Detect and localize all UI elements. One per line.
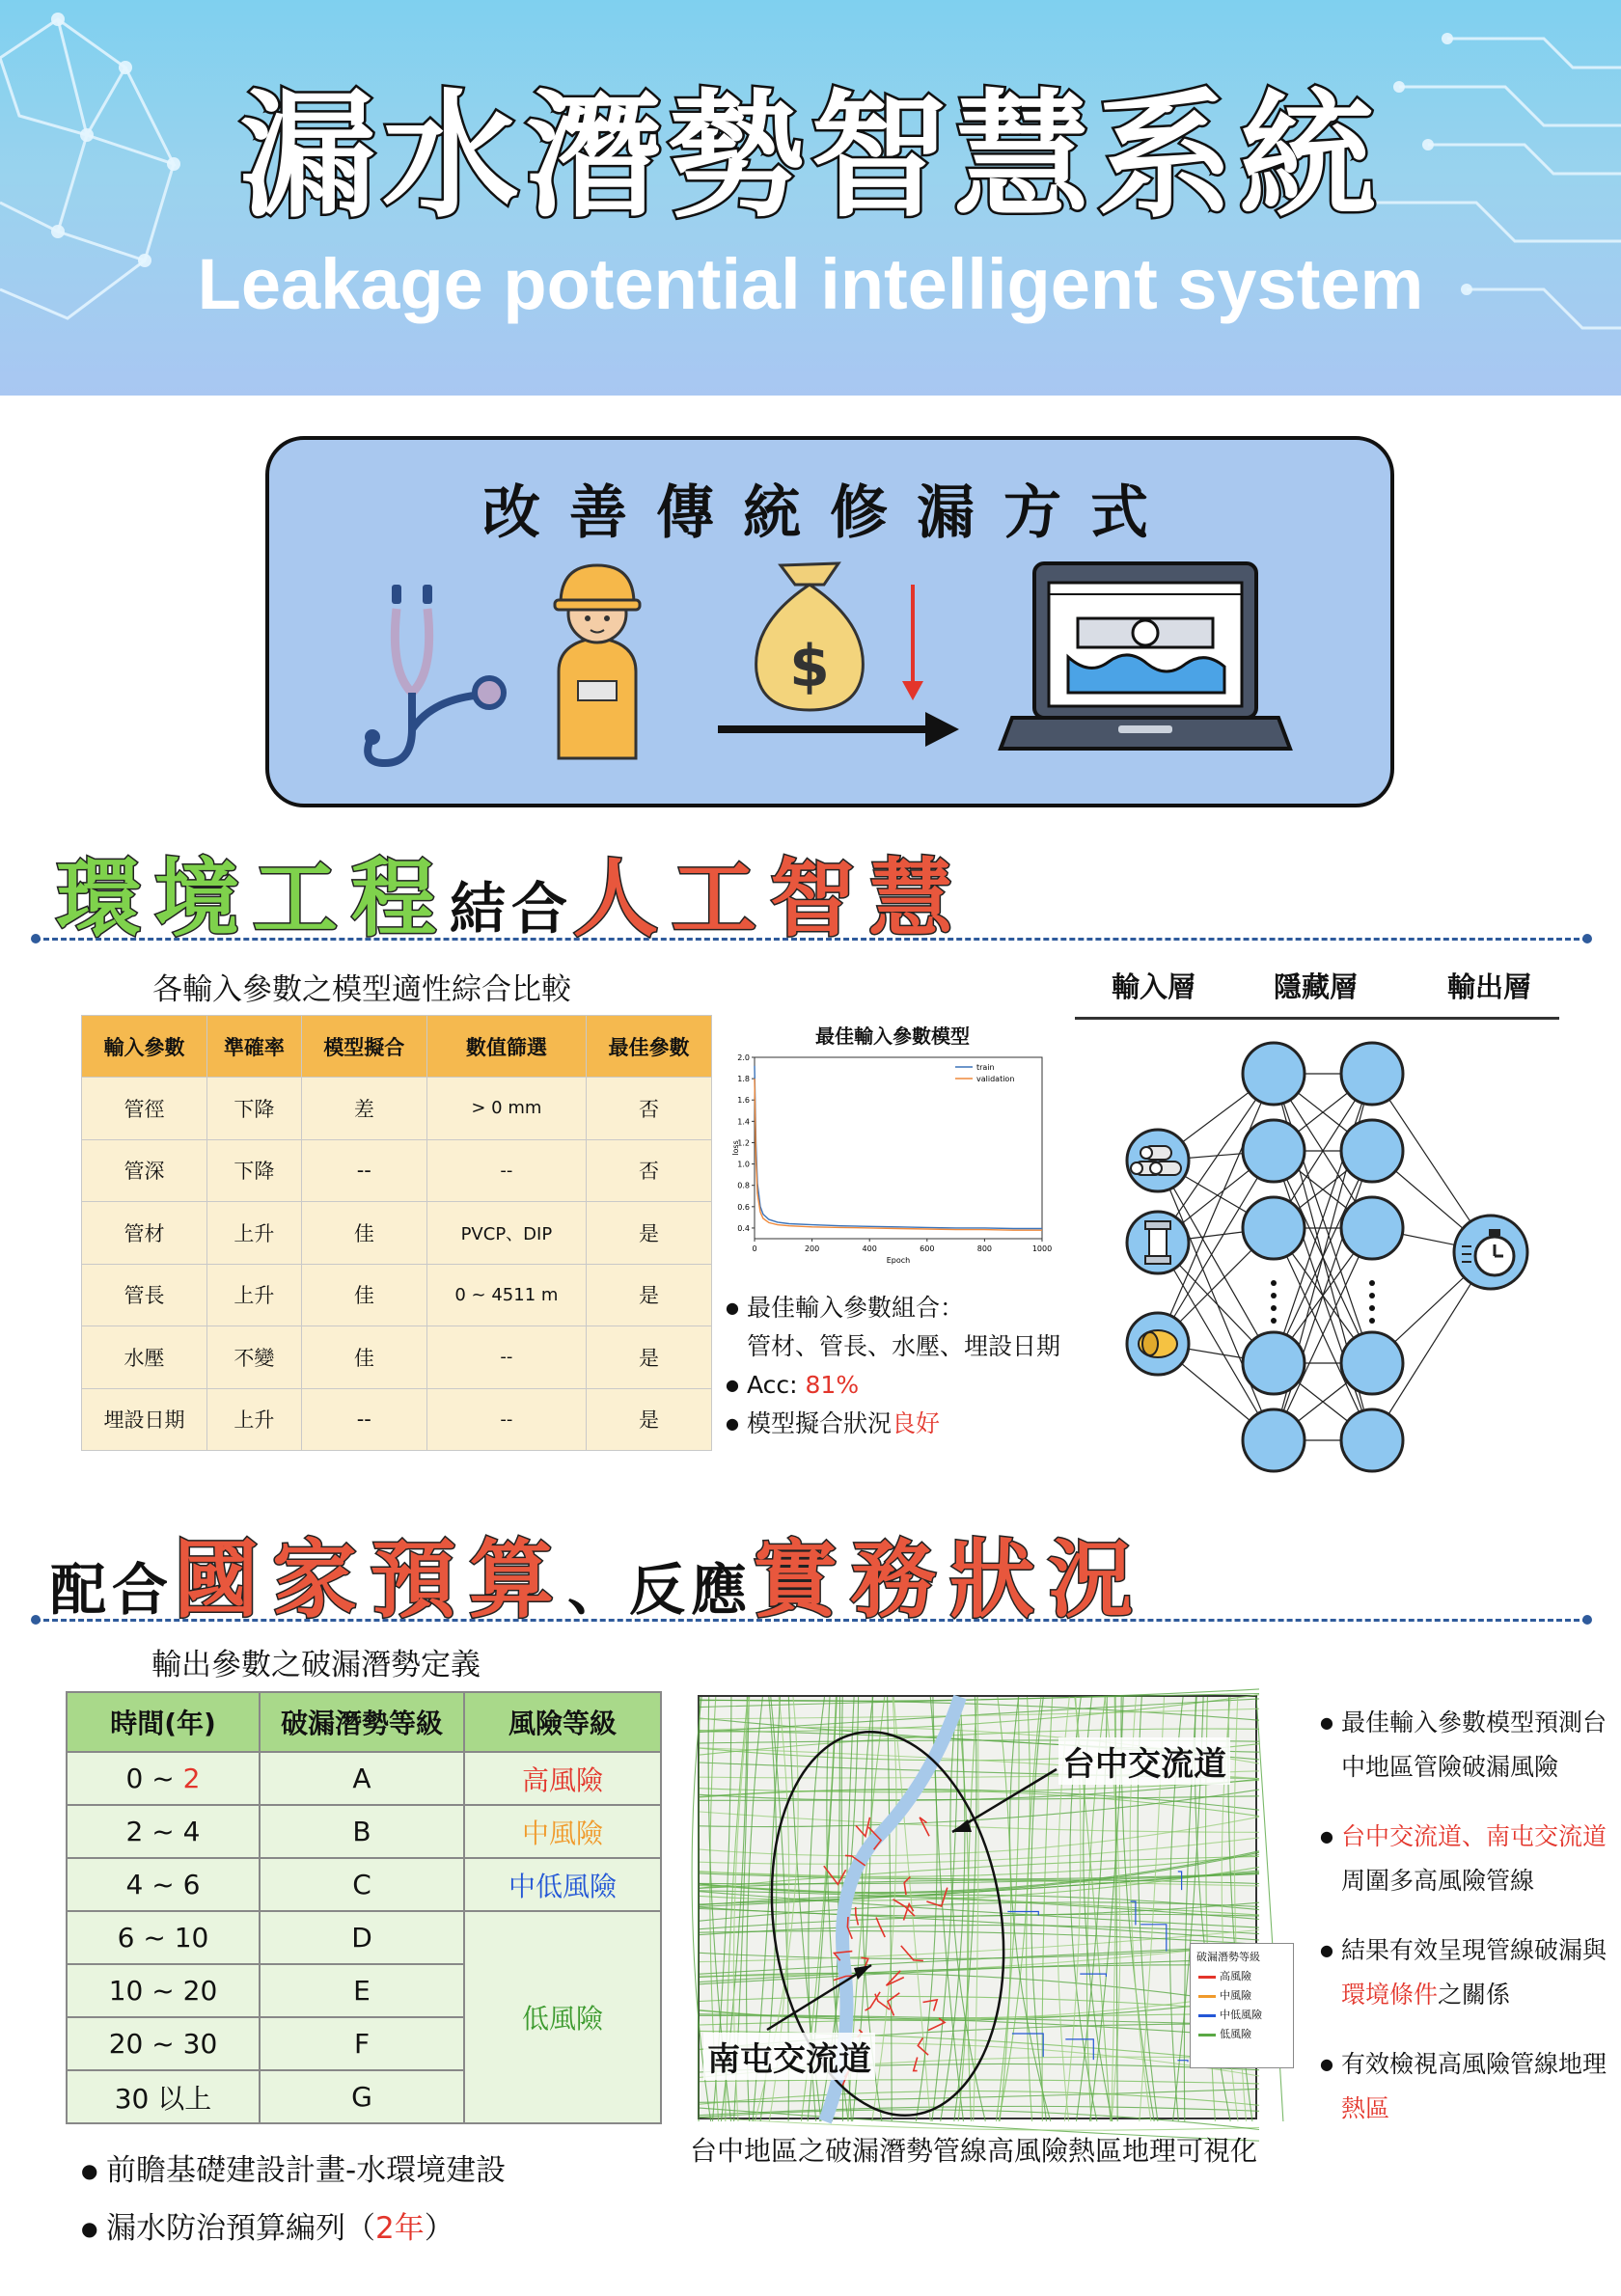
map-caption: 台中地區之破漏潛勢管線高風險熱區地理可視化	[690, 2135, 1258, 2167]
table-cell: 否	[587, 1139, 712, 1202]
pipe-line	[872, 1697, 896, 2121]
parameter-comparison-table	[81, 1015, 712, 1451]
table-cell: 是	[587, 1388, 712, 1451]
x-tick-label: 1000	[1031, 1244, 1053, 1253]
y-tick-label: 1.8	[737, 1075, 750, 1084]
y-axis-label: loss	[731, 1140, 740, 1156]
hidden-node-2	[1341, 1197, 1403, 1259]
section-divider	[35, 1619, 1588, 1622]
loss-chart-svg	[733, 1050, 1052, 1270]
risk-definition-table	[66, 1691, 662, 2124]
hidden-node-2	[1341, 1332, 1403, 1394]
right-arrow-icon	[718, 712, 959, 747]
legend-item	[1196, 2025, 1287, 2044]
table-cell: --	[301, 1388, 426, 1451]
legend-label: 高風險	[1220, 1970, 1251, 1982]
legend-swatch	[1198, 1995, 1216, 1998]
table-cell: 否	[587, 1078, 712, 1140]
map-label-nantun-interchange: 南屯交流道	[703, 2033, 875, 2080]
ellipsis-dot	[1271, 1280, 1277, 1286]
ellipsis-dot	[1369, 1305, 1375, 1311]
section-divider	[35, 938, 1588, 941]
table-cell: 不變	[206, 1326, 301, 1389]
input-layer-label: 輸入層	[1112, 970, 1196, 1003]
mid-low-risk-segment	[1178, 1872, 1182, 1890]
table-cell: --	[426, 1139, 586, 1202]
table-row	[82, 1326, 712, 1389]
bullet-text: 前瞻基礎建設計畫-水環境建設	[106, 2153, 507, 2188]
risk-cell: 中低風險	[464, 1858, 661, 1911]
svg-text:$: $	[789, 633, 830, 700]
table-row	[67, 1858, 661, 1911]
model-summary-list	[726, 1289, 1060, 1443]
bullet-highlight: 台中交流道、南屯交流道	[1341, 1822, 1607, 1850]
section-heading-part-d: 實務狀況	[753, 1530, 1147, 1629]
table-cell: 佳	[301, 1326, 426, 1389]
time-cell: 10 ~ 20	[67, 1964, 260, 2017]
pipe-line	[700, 1930, 1259, 1962]
loss-chart	[733, 1021, 1052, 1270]
column-header: 風險等級	[464, 1692, 661, 1752]
time-cell: 30 以上	[67, 2070, 260, 2123]
section-heading-part-a: 配合	[50, 1557, 175, 1623]
pipes-icon	[1127, 1130, 1189, 1191]
grade-cell: E	[260, 1964, 464, 2017]
hidden-node-1	[1243, 1409, 1305, 1471]
accuracy-value: 81%	[805, 1371, 860, 1399]
legend-label: 中低風險	[1220, 2009, 1262, 2021]
x-tick-label: 600	[920, 1244, 935, 1253]
table2-caption: 輸出參數之破漏潛勢定義	[151, 1648, 481, 1682]
time-cell	[67, 1752, 260, 1805]
list-item	[726, 1289, 1060, 1366]
table-row	[67, 1805, 661, 1858]
x-tick-label: 0	[752, 1244, 757, 1253]
table-cell: 管深	[82, 1139, 207, 1202]
layer-header-rule	[1075, 1017, 1559, 1020]
map-label-taichung-interchange: 台中交流道	[1058, 1737, 1230, 1785]
y-tick-label: 0.6	[737, 1202, 750, 1212]
y-tick-label: 1.4	[737, 1117, 750, 1127]
pipe-line	[700, 1817, 1259, 1855]
section-heading-part-a: 環境工程	[56, 849, 451, 948]
connections	[1158, 1074, 1491, 1440]
hidden-node-1	[1243, 1043, 1305, 1105]
down-arrow-icon	[902, 585, 923, 700]
table-cell: 下降	[206, 1078, 301, 1140]
pipe-coil-icon	[1127, 1313, 1189, 1375]
bullet-text: 之關係	[1438, 1981, 1511, 2009]
time-cell: 20 ~ 30	[67, 2017, 260, 2070]
series-line-validation	[755, 1079, 1042, 1230]
grade-cell: B	[260, 1805, 464, 1858]
table-cell: 水壓	[82, 1326, 207, 1389]
legend-label: 中風險	[1220, 1989, 1251, 2002]
table-row	[82, 1202, 712, 1265]
table-cell: --	[426, 1326, 586, 1389]
map-legend	[1190, 1943, 1294, 2068]
column-header: 準確率	[206, 1016, 301, 1078]
legend-swatch	[1198, 2014, 1216, 2017]
table-cell: 是	[587, 1264, 712, 1326]
x-axis-label: Epoch	[886, 1256, 911, 1265]
map-findings-list	[1320, 1701, 1609, 2156]
list-item	[1320, 1701, 1609, 1790]
list-item	[1320, 2042, 1609, 2131]
panel-illustration	[269, 440, 1398, 811]
time-cell: 4 ~ 6	[67, 1858, 260, 1911]
column-header: 數值篩選	[426, 1016, 586, 1078]
grade-cell: F	[260, 2017, 464, 2070]
table-cell: > 0 mm	[426, 1078, 586, 1140]
table-cell: PVCP、DIP	[426, 1202, 586, 1265]
list-item	[726, 1405, 1060, 1443]
time-cell: 6 ~ 10	[67, 1911, 260, 1964]
legend-item	[1196, 1967, 1287, 1986]
ellipsis-dot	[1369, 1318, 1375, 1324]
bullet-text: 結果有效呈現管線破漏與	[1341, 1936, 1607, 1964]
risk-heat-map	[698, 1695, 1262, 2119]
pipe-line	[888, 1697, 893, 2121]
table-cell: 上升	[206, 1202, 301, 1265]
table-cell: 上升	[206, 1264, 301, 1326]
x-tick-label: 200	[804, 1244, 820, 1253]
high-risk-segment	[920, 1818, 929, 1836]
pipe-line	[699, 1697, 701, 2121]
column-header: 最佳參數	[587, 1016, 712, 1078]
hidden-layer-label: 隱藏層	[1274, 970, 1359, 1003]
table-cell: 埋設日期	[82, 1388, 207, 1451]
worker-icon	[555, 565, 640, 758]
bullet-text: 最佳輸入參數組合：	[747, 1294, 965, 1322]
pipe-fitting-icon	[1127, 1212, 1189, 1273]
section-heading-budget	[50, 1513, 1146, 1634]
hidden-node-1	[1243, 1332, 1305, 1394]
table-cell: 0 ~ 4511 m	[426, 1264, 586, 1326]
bullet-text: 漏水防治預算編列（	[106, 2211, 375, 2246]
x-tick-label: 800	[976, 1244, 993, 1253]
legend-label: 低風險	[1220, 2028, 1251, 2040]
table-header-row	[67, 1692, 661, 1752]
legend-item	[1196, 1986, 1287, 2006]
table-row	[82, 1078, 712, 1140]
bullet-highlight: 環境條件	[1341, 1981, 1439, 2009]
laptop-pipe-icon	[1001, 563, 1290, 749]
table-cell: 上升	[206, 1388, 301, 1451]
risk-cell: 中風險	[464, 1805, 661, 1858]
panel-title: 改善傳統修漏方式	[482, 479, 1177, 547]
header-banner	[0, 0, 1621, 396]
table-cell: 是	[587, 1326, 712, 1389]
column-header: 時間(年)	[67, 1692, 260, 1752]
section-heading-ai	[56, 832, 967, 953]
table-row	[82, 1139, 712, 1202]
section-heading-part-b: 國家預算	[174, 1530, 568, 1629]
list-item	[1320, 1928, 1609, 2017]
output-layer-label: 輸出層	[1447, 970, 1532, 1003]
ellipsis-dot	[1271, 1305, 1277, 1311]
grade-cell: C	[260, 1858, 464, 1911]
table-cell: 是	[587, 1202, 712, 1265]
bullet-text: ）	[424, 2211, 454, 2246]
chart-title: 最佳輸入參數模型	[815, 1025, 970, 1048]
table-cell: 管徑	[82, 1078, 207, 1140]
money-bag-icon	[756, 563, 864, 710]
column-header: 輸入參數	[82, 1016, 207, 1078]
table-cell: --	[301, 1139, 426, 1202]
page-title: 漏水潛勢智慧系統	[239, 77, 1382, 236]
bullet-text: 最佳輸入參數模型預測台中地區管險破漏風險	[1341, 1708, 1607, 1781]
y-tick-label: 1.2	[737, 1138, 750, 1148]
bullet-detail: 管材、管長、水壓、埋設日期	[747, 1332, 1061, 1360]
section-heading-part-b: 結合	[450, 876, 574, 942]
ellipsis-dot	[1369, 1280, 1375, 1286]
legend-label: validation	[976, 1075, 1015, 1083]
x-tick-label: 400	[862, 1244, 877, 1253]
high-risk-segment	[856, 1907, 859, 1926]
legend-item	[1196, 2006, 1287, 2025]
table1-caption: 各輸入參數之模型適性綜合比較	[152, 972, 571, 1007]
y-tick-label: 1.0	[737, 1160, 750, 1169]
table-cell: 差	[301, 1078, 426, 1140]
high-risk-segment	[914, 2058, 918, 2071]
y-tick-label: 2.0	[737, 1053, 750, 1062]
legend-swatch	[1198, 2034, 1216, 2036]
ellipsis-dot	[1271, 1293, 1277, 1298]
hidden-node-2	[1341, 1043, 1403, 1105]
risk-cell: 高風險	[464, 1752, 661, 1805]
ellipsis-dot	[1369, 1293, 1375, 1298]
list-item	[1320, 1815, 1609, 1903]
table-row	[67, 1911, 661, 1964]
grade-cell: D	[260, 1911, 464, 1964]
y-tick-label: 1.6	[737, 1096, 750, 1106]
budget-list	[81, 2142, 506, 2257]
table-cell: 佳	[301, 1202, 426, 1265]
legend-swatch	[1198, 1976, 1216, 1979]
bullet-text: 周圍多高風險管線	[1341, 1867, 1535, 1895]
hidden-node-1	[1243, 1120, 1305, 1182]
time-cell: 2 ~ 4	[67, 1805, 260, 1858]
pipe-line	[700, 1790, 1259, 1826]
legend-label: train	[976, 1063, 995, 1072]
neural-network-diagram	[1119, 1030, 1573, 1484]
table-row	[82, 1264, 712, 1326]
bullet-highlight: 2年	[375, 2211, 425, 2246]
y-tick-label: 0.8	[737, 1181, 750, 1190]
grade-cell: G	[260, 2070, 464, 2123]
bullet-text: 模型擬合狀況	[747, 1409, 893, 1437]
pipe-line	[700, 2118, 1259, 2131]
table-header-row	[82, 1016, 712, 1078]
list-item	[81, 2142, 506, 2200]
page-subtitle: Leakage potential intelligent system	[197, 244, 1424, 324]
fit-status-value: 良好	[892, 1409, 941, 1437]
table-cell: 管長	[82, 1264, 207, 1326]
table-cell: 佳	[301, 1264, 426, 1326]
pipe-line	[700, 1926, 1259, 1935]
risk-cell: 低風險	[464, 1911, 661, 2123]
series-line-train	[755, 1066, 1042, 1229]
time-range-highlight: 2	[182, 1763, 201, 1794]
section-heading-part-c: 人工智慧	[573, 849, 968, 948]
ellipsis-dot	[1271, 1318, 1277, 1324]
improvement-panel	[265, 436, 1394, 807]
table-row	[67, 1752, 661, 1805]
legend-title: 破漏潛勢等級	[1196, 1951, 1260, 1963]
time-range: 0 ~	[125, 1763, 183, 1794]
plot-frame	[755, 1057, 1042, 1239]
list-item	[726, 1366, 1060, 1405]
hidden-node-2	[1341, 1120, 1403, 1182]
table-cell: 下降	[206, 1139, 301, 1202]
bullet-text: 有效檢視高風險管線地理	[1341, 2050, 1607, 2078]
table-row	[82, 1388, 712, 1451]
stethoscope-icon	[365, 585, 504, 763]
hidden-node-1	[1243, 1197, 1305, 1259]
hidden-node-2	[1341, 1409, 1403, 1471]
table-cell: --	[426, 1388, 586, 1451]
column-header: 破漏潛勢等級	[260, 1692, 464, 1752]
column-header: 模型擬合	[301, 1016, 426, 1078]
high-risk-segment	[876, 1918, 885, 1938]
grade-cell: A	[260, 1752, 464, 1805]
stopwatch-icon	[1454, 1216, 1527, 1289]
y-tick-label: 0.4	[737, 1223, 750, 1233]
bullet-highlight: 熱區	[1341, 2094, 1390, 2122]
table-cell: 管材	[82, 1202, 207, 1265]
list-item	[81, 2200, 506, 2257]
section-heading-part-c: 、反應	[567, 1557, 754, 1623]
bullet-text: Acc:	[747, 1371, 806, 1399]
